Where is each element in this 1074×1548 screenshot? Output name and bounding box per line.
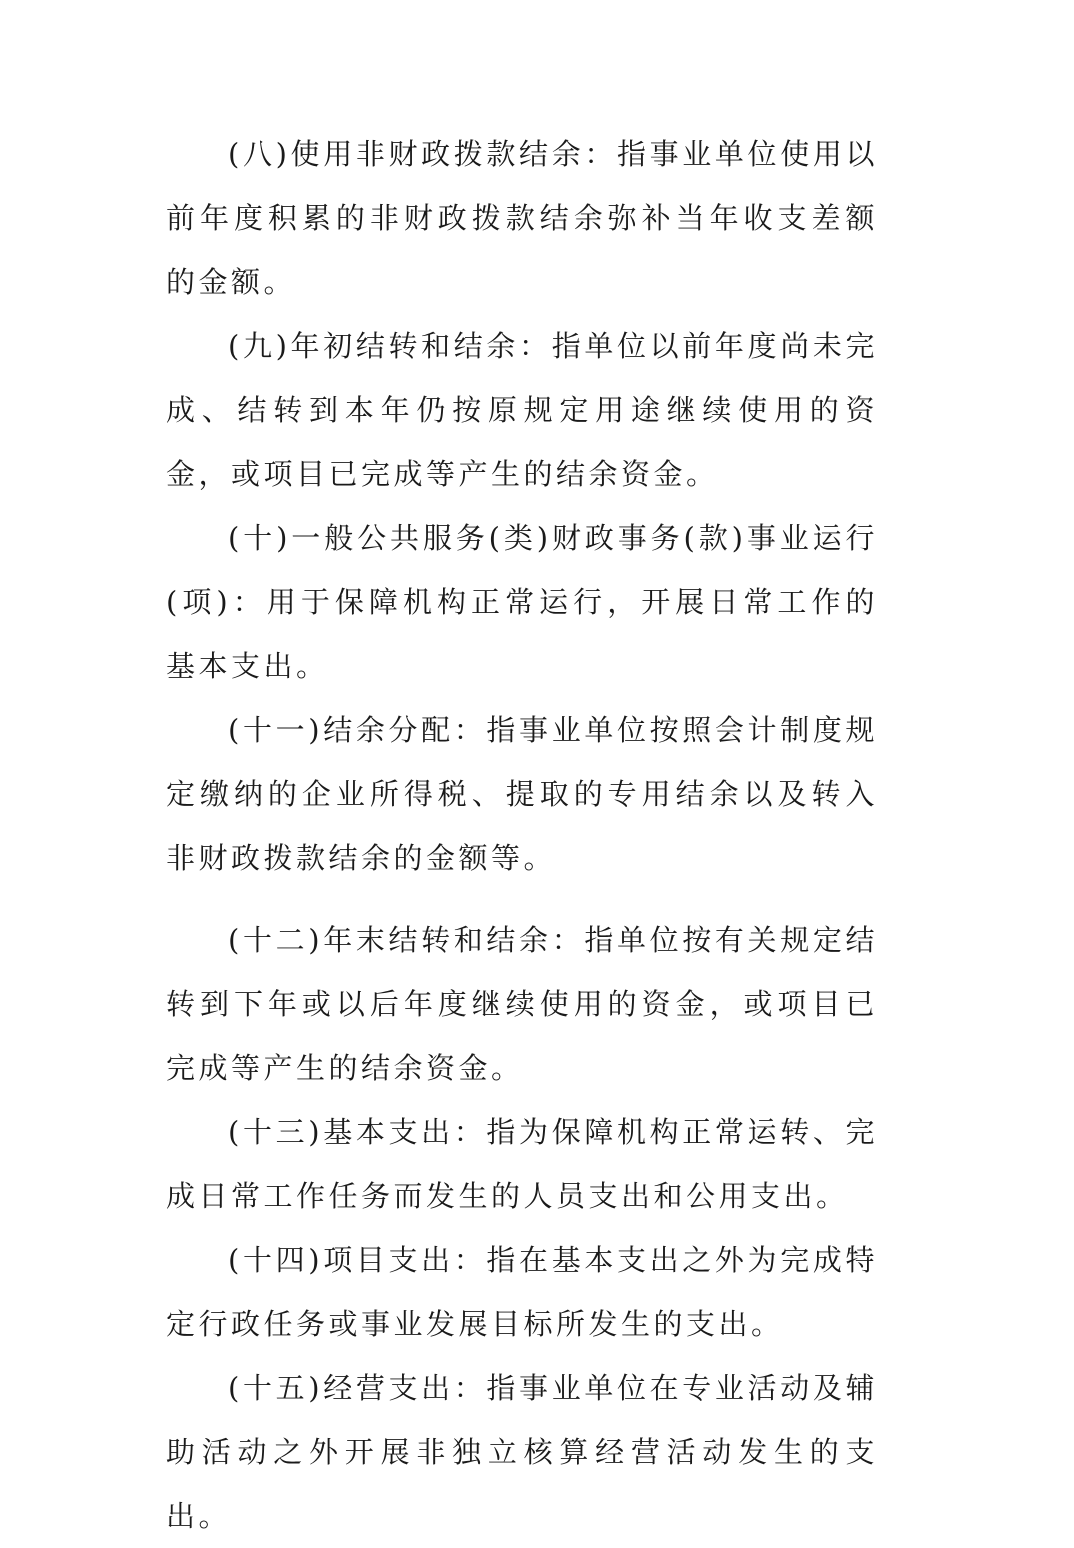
paragraph-14: (十四)项目支出：指在基本支出之外为完成特定行政任务或事业发展目标所发生的支出。	[166, 1243, 878, 1341]
paragraph-10: (十)一般公共服务(类)财政事务(款)事业运行(项)：用于保障机构正常运行，开展日常工作的基本支出。	[166, 521, 878, 683]
paragraph-8: (八)使用非财政拨款结余：指事业单位使用以前年度积累的非财政拨款结余弥补当年收支差额的金额。	[166, 137, 878, 299]
document-body	[166, 122, 878, 1548]
paragraph-15: (十五)经营支出：指事业单位在专业活动及辅助活动之外开展非独立核算经营活动发生的支出。	[166, 1371, 878, 1533]
paragraph-13: (十三)基本支出：指为保障机构正常运转、完成日常工作任务而发生的人员支出和公用支出。	[166, 1115, 878, 1213]
paragraph-11: (十一)结余分配：指事业单位按照会计制度规定缴纳的企业所得税、提取的专用结余以及转入非财政拨款结余的金额等。	[166, 713, 878, 875]
paragraph-9: (九)年初结转和结余：指单位以前年度尚未完成、结转到本年仍按原规定用途继续使用的资金，或项目已完成等产生的结余资金。	[166, 329, 878, 491]
paragraph-12: (十二)年末结转和结余：指单位按有关规定结转到下年或以后年度继续使用的资金，或项目已完成等产生的结余资金。	[166, 923, 878, 1085]
